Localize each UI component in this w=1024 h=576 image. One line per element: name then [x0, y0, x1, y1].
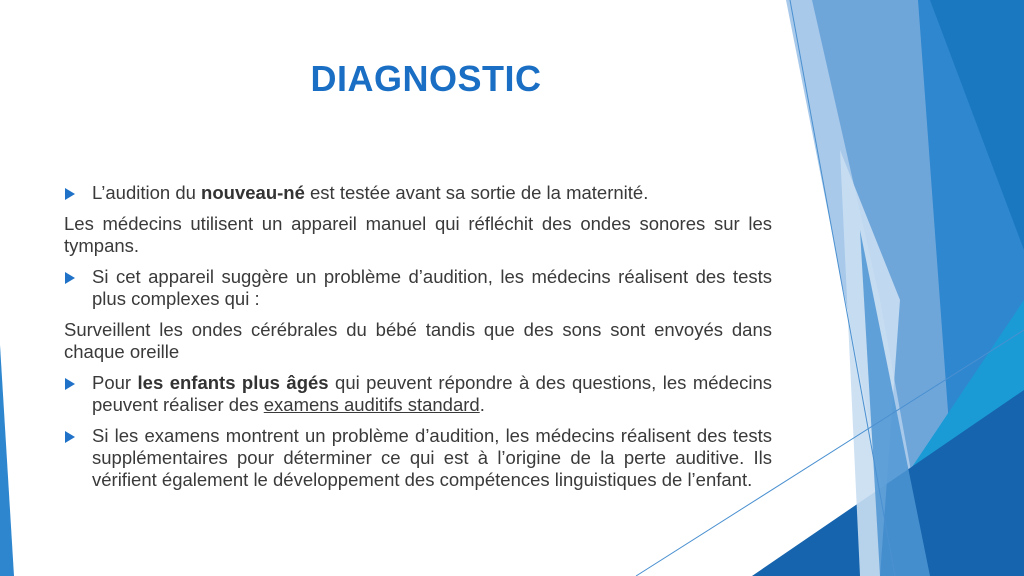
arrow-bullet-icon [65, 272, 75, 284]
text-run: Les médecins utilisent un appareil manuel qui réfléchit des ondes sonores sur les tympans. [64, 213, 772, 256]
text-bold: les enfants plus âgés [137, 372, 329, 393]
text-run: est testée avant sa sortie de la maternité. [304, 182, 649, 203]
text-bold: nouveau-né [201, 182, 305, 203]
text-paragraph [64, 319, 772, 363]
arrow-bullet-icon [65, 188, 75, 200]
text-run: Si les examens montrent un problème d’audition, les médecins réalisent des tests supplémentaires pour déterminer ce qui est à l’origine de la perte auditive. Ils vérifient également le développement des compétences linguistiques de l’enfant. [92, 425, 772, 490]
text-run: L’audition du [92, 182, 202, 203]
arrow-bullet-icon [65, 431, 75, 443]
slide-content [64, 182, 772, 500]
bullet-paragraph [64, 266, 772, 310]
left-edge-shape [0, 345, 14, 576]
text-run: Si cet appareil suggère un problème d’audition, les médecins réalisent des tests plus complexes qui : [92, 266, 772, 309]
bullet-paragraph [64, 182, 772, 204]
text-run: qui peuvent répondre à des questions, les médecins peuvent réaliser des [92, 372, 772, 415]
arrow-bullet-icon [65, 378, 75, 390]
slide-title: DIAGNOSTIC [310, 58, 542, 99]
text-run: . [479, 394, 485, 415]
text-run: Surveillent les ondes cérébrales du bébé tandis que des sons sont envoyés dans chaque oreille [64, 319, 772, 362]
bullet-paragraph [64, 372, 772, 416]
text-underline: examens auditifs standard [263, 394, 480, 415]
bullet-paragraph [64, 425, 772, 491]
text-paragraph [64, 213, 772, 257]
text-run: Pour [92, 372, 138, 393]
